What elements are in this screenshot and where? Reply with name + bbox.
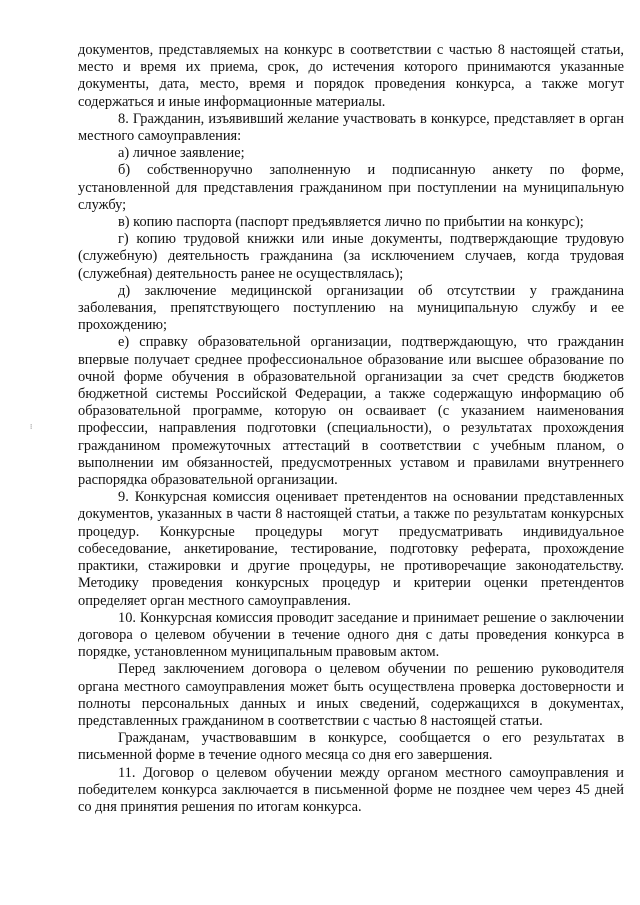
paragraph-item-10: 10. Конкурсная комиссия проводит заседание и принимает решение о заключении договора о целевом обучении в течение одного дня с даты проведения конкурса в порядке, установленном муниципальным правовым актом. bbox=[78, 609, 624, 661]
paragraph-item-8a: а) личное заявление; bbox=[118, 145, 245, 162]
paragraph-item-10-verification: Перед заключением договора о целевом обучении по решению руководителя органа местного самоуправления может быть осуществлена проверка достоверности и полноты персональных данных и иных сведений, содержащихся в документах, представленных гражданином в соответствии с частью 8 настоящей статьи. bbox=[78, 661, 624, 729]
paragraph-item-8d: д) заключение медицинской организации об отсутствии у гражданина заболевания, препятствующего поступлению на муниципальную службу и ее прохождению; bbox=[78, 282, 624, 334]
document-body bbox=[78, 42, 624, 816]
paragraph-continuation: документов, представляемых на конкурс в соответствии с частью 8 настоящей статьи, место и время их приема, срок, до истечения которого принимаются указанные документы, дата, место, время и порядок проведения конкурса, а также могут содержаться и иные информационные материалы. bbox=[78, 42, 624, 110]
paragraph-item-8e: е) справку образовательной организации, подтверждающую, что гражданин впервые получает среднее профессиональное образование или высшее образование по очной форме обучения в образовательной организации за счет средств бюджетов бюджетной системы Российской Федерации, а также содержащую информацию об образовательной программе, которую он осваивает (с указанием наименования профессии, направления подготовки (специальности), о результатах прохождения гражданином промежуточных аттестаций в соответствии с учебным планом, о выполнении им обязанностей, предусмотренных уставом и правилами внутреннего распорядка образовательной организации. bbox=[78, 334, 624, 489]
paragraph-item-11: 11. Договор о целевом обучении между органом местного самоуправления и победителем конкурса заключается в письменной форме не позднее чем через 45 дней со дня принятия решения по итогам конкурса. bbox=[78, 764, 624, 815]
paragraph-item-9: 9. Конкурсная комиссия оценивает претендентов на основании представленных документов, указанных в части 8 настоящей статьи, а также по результатам конкурсных процедур. Конкурсные процедуры могут предусматривать индивидуальное собеседование, анкетирование, тестирование, подготовку реферата, прохождение практики, стажировки и другие процедуры, не противоречащие законодательству. Методику проведения конкурсных процедур и критерии оценки претендентов определяет орган местного самоуправления. bbox=[78, 489, 624, 609]
paragraph-item-8g: г) копию трудовой книжки или иные документы, подтверждающие трудовую (служебную) деятельность гражданина (за исключением случаев, когда трудовая (служебная) деятельность ранее не осуществлялась); bbox=[78, 231, 624, 282]
paragraph-item-8v: в) копию паспорта (паспорт предъявляется лично по прибытии на конкурс); bbox=[118, 214, 584, 231]
margin-mark: ⁞ bbox=[30, 423, 33, 431]
paragraph-item-8: 8. Гражданин, изъявивший желание участвовать в конкурсе, представляет в орган местного самоуправления: bbox=[78, 110, 624, 145]
paragraph-item-8b: б) собственноручно заполненную и подписанную анкету по форме, установленной для представления гражданином при поступлении на муниципальную службу; bbox=[78, 162, 624, 213]
paragraph-item-10-results: Гражданам, участвовавшим в конкурсе, сообщается о его результатах в письменной форме в течение одного месяца со дня его завершения. bbox=[78, 730, 624, 764]
